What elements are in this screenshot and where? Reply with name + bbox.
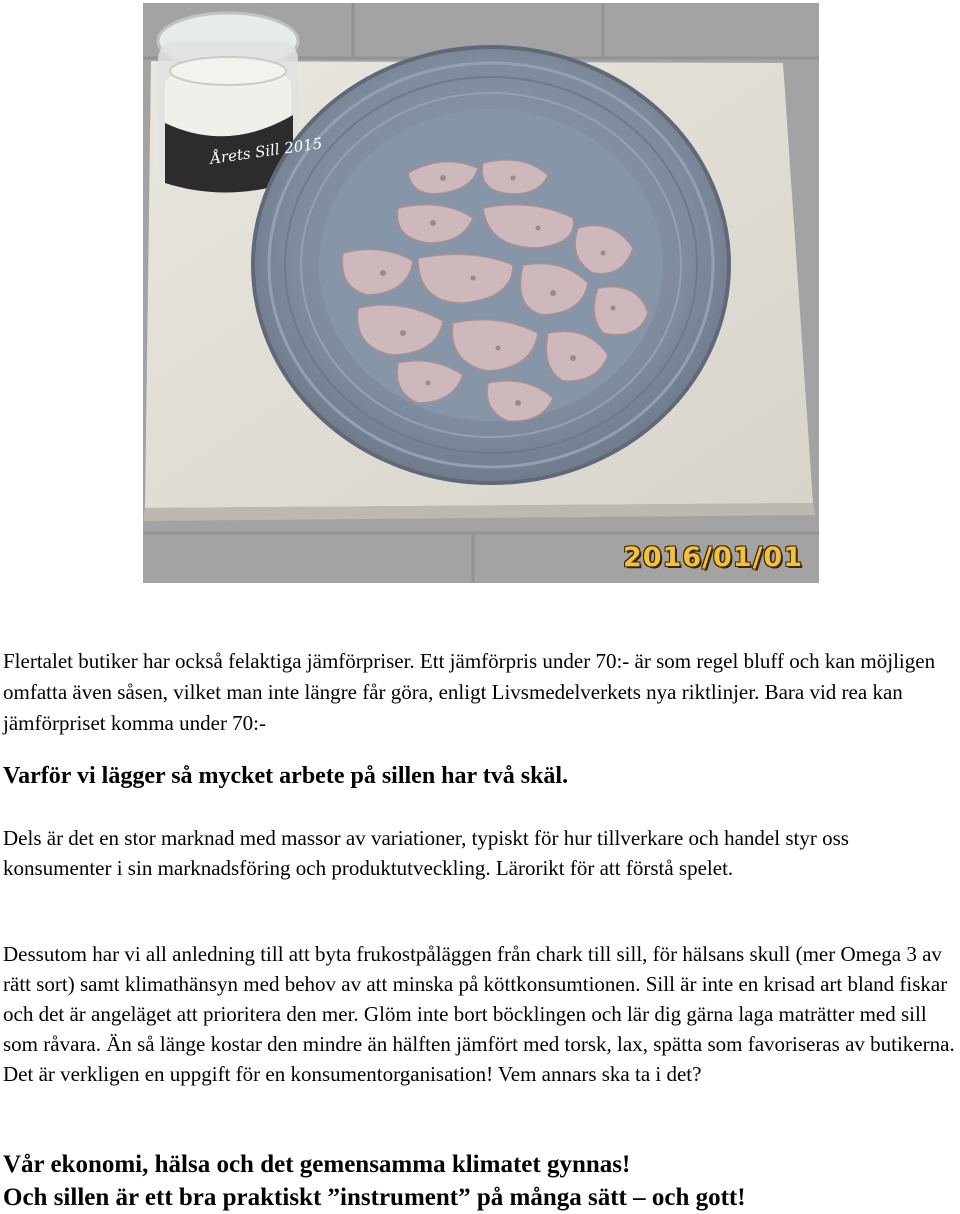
paragraph-market: Dels är det en stor marknad med massor av variationer, typiskt för hur tillverkare och handel styr oss konsumenter i sin marknadsföring och produktutveckling. Lärorikt för att förstå spelet. xyxy=(3,826,849,880)
date-stamp: 2016/01/01 xyxy=(622,542,803,573)
jar-label: Årets Sill 2015 xyxy=(209,134,324,168)
closing-statement xyxy=(3,1148,957,1214)
photo-illustration xyxy=(143,3,819,583)
section-heading: Varför vi lägger så mycket arbete på sillen har två skäl. xyxy=(3,763,569,789)
paragraph-health-main: Dessutom har vi all anledning till att byta frukostpåläggen från chark till sill, för hälsans skull (mer Omega 3 av rätt sort) samt klimathänsyn med behov av att minska på köttkonsumtionen. Sill är inte en krisad art bland fiskar och det är angeläget att prioritera den mer. Glöm inte bort böcklingen och lär dig gärna laga maträtter med sill som råvara. Än så länge kostar den mindre än hälften jämfört med torsk, lax, spätta som favoriseras av butikerna. xyxy=(3,942,955,1056)
herring-plate-photo xyxy=(143,3,819,583)
closing-line-1: Vår ekonomi, hälsa och det gemensamma klimatet gynnas! xyxy=(3,1151,631,1178)
paragraph-health xyxy=(3,939,957,1089)
closing-line-2: Och sillen är ett bra praktiskt ”instrument” på många sätt – och gott! xyxy=(3,1184,746,1211)
paragraph-health-last: Det är verkligen en uppgift för en konsumentorganisation! Vem annars ska ta i det? xyxy=(3,1062,702,1086)
paragraph-comparison-prices: Flertalet butiker har också felaktiga jämförpriser. Ett jämförpris under 70:- är som regel bluff och kan möjligen omfatta även såsen, vilket man inte längre får göra, enligt Livsmedelverkets nya riktlinjer. Bara vid rea kan jämförpriset komma under 70:- xyxy=(3,649,936,735)
